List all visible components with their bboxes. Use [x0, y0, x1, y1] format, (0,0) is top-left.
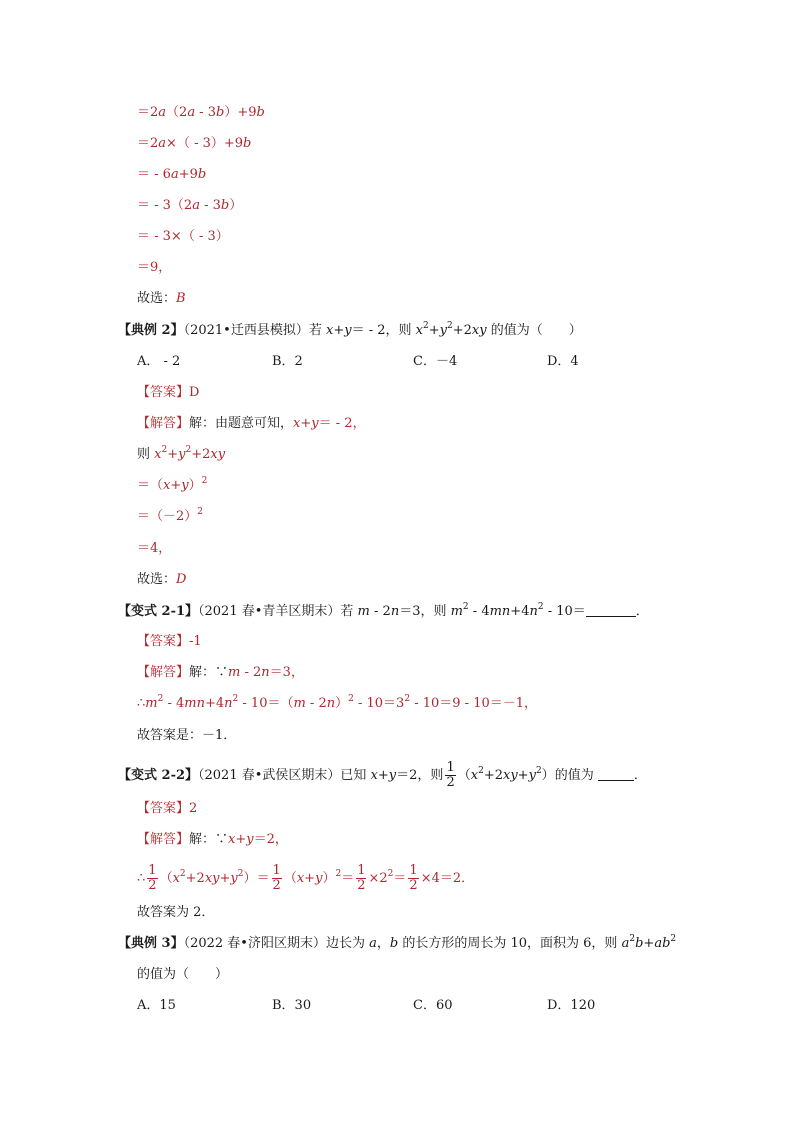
variant-2-1-question: 【变式 2-1】（2021 春•青羊区期末）若 m - 2n＝3，则 $m^2 - 4mn+4n^2 - 10=$ ．	[118, 602, 649, 619]
example-2-solution-4: $=(-2)^2$	[137, 507, 204, 524]
variant-2-1-answer: 【答案】-1	[137, 634, 202, 649]
variant-2-2-question: 【变式 2-2】（2021 春•武侯区期末）已知 x+y＝2，则 $\frac{1}{2}$ $(x^2+2xy+y^2)$的值为 ．	[118, 760, 647, 790]
step-5: ＝ - 3×（ - 3）	[137, 229, 229, 244]
example-3-option-c: C．60	[413, 998, 453, 1013]
variant-2-1-solution-1: 【解答】解：∵m - 2n＝3，	[137, 665, 304, 680]
variant-2-2-final: 故答案为 2．	[137, 905, 215, 920]
variant-2-2-solution-2: ∴ $\frac{1}{2}$ $(x^2+2xy+y^2)=$ $\frac{1}{2}$ $(x+y)^2=$ $\frac{1}{2}$ $\times 2^2=$ $\frac{1}{2}$ ×4＝2．	[137, 863, 475, 893]
example-3-option-b: B．30	[272, 998, 312, 1013]
example-3-option-a: A．15	[137, 998, 176, 1013]
step-2: ＝2a×（ - 3）+9b	[137, 136, 252, 151]
step-4: ＝ - 3（2a - 3b）	[137, 198, 243, 213]
example-2-solution-3: $=(x+y)^2$	[137, 476, 208, 493]
example-2-question: 【典例 2】（2021•迁西县模拟）若 x+y＝ - 2，则 $x^2+y^2+2xy$ 的值为（ ）	[118, 321, 582, 338]
example-2-solution-5: ＝4，	[137, 541, 172, 556]
choose-line-top: 故选：B	[137, 291, 186, 306]
variant-2-1-solution-2: $\therefore m^2 - 4mn+4n^2 - 10=(m - 2n)^2 - 10=3^2 - 10=9 - 10=-1$，	[137, 694, 538, 711]
example-2-option-a: A． - 2	[137, 354, 181, 369]
example-3-question-line2: 的值为（ ）	[137, 967, 229, 982]
example-3-question: 【典例 3】（2022 春•济阳区期末）边长为 a，b 的长方形的周长为 10，面积为 6，则 $a^2b+ab^2$	[118, 934, 677, 951]
step-1: ＝2a（2a - 3b）+9b	[137, 105, 265, 120]
example-2-option-c: C．－4	[413, 354, 458, 369]
example-2-answer: 【答案】D	[137, 385, 200, 400]
variant-2-2-solution-1: 【解答】解：∵x+y＝2，	[137, 832, 288, 847]
variant-2-2-answer: 【答案】2	[137, 801, 198, 816]
example-3-option-d: D．120	[547, 998, 596, 1013]
example-2-solution-2: 则 $x^2+y^2+2xy$	[137, 445, 226, 462]
example-2-option-b: B．2	[272, 354, 303, 369]
variant-2-1-final: 故答案是：－1．	[137, 728, 237, 743]
example-2-choose: 故选：D	[137, 572, 187, 587]
step-6: ＝9，	[137, 260, 172, 275]
example-2-option-d: D．4	[547, 354, 579, 369]
example-2-solution-1: 【解答】解：由题意可知，x+y＝ - 2，	[137, 416, 366, 431]
step-3: ＝ - 6a+9b	[137, 167, 207, 182]
